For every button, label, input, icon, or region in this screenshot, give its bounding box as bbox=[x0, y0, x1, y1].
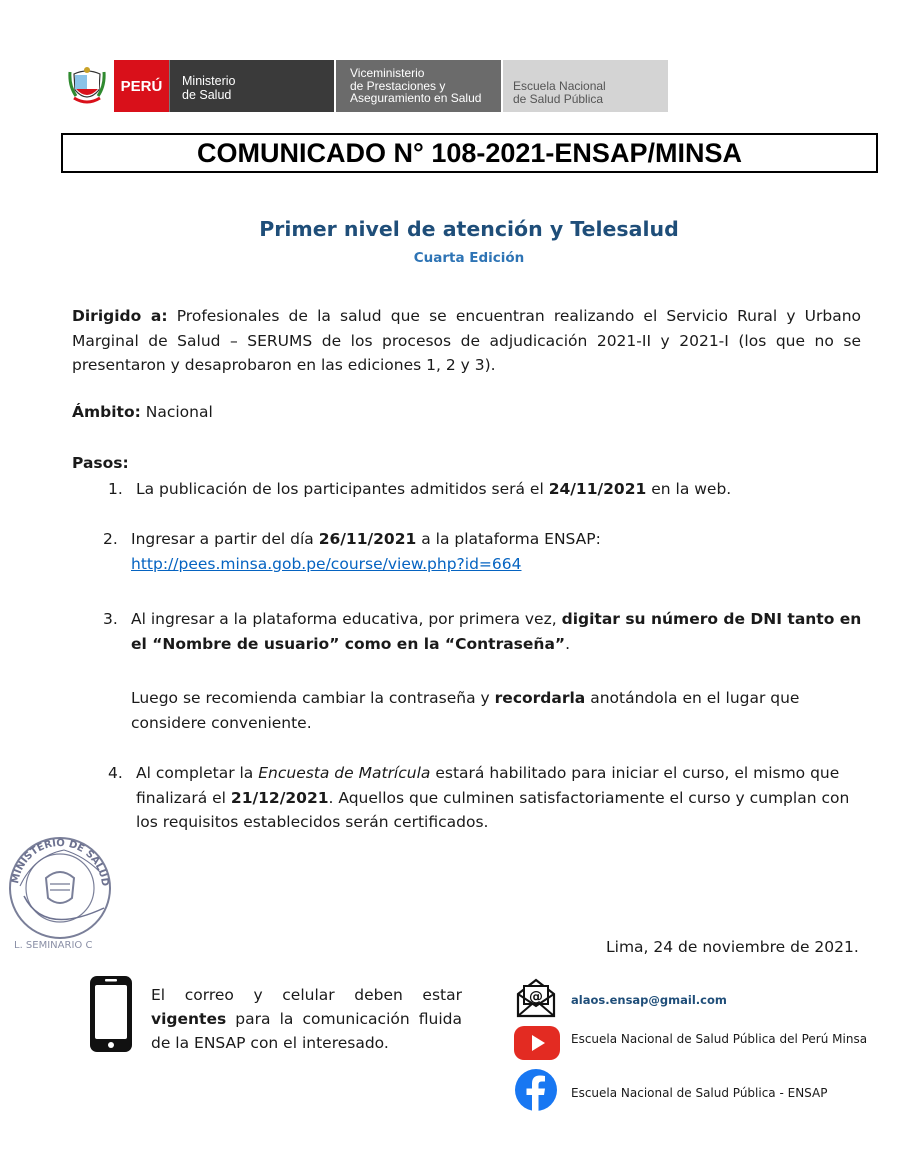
email-icon bbox=[514, 976, 558, 1020]
step-2-date: 26/11/2021 bbox=[318, 530, 417, 548]
page-title: COMUNICADO N° 108-2021-ENSAP/MINSA bbox=[197, 137, 742, 168]
step-2-post: a la plataforma ENSAP: bbox=[416, 530, 601, 548]
step-3-pre: Al ingresar a la plataforma educativa, por primera vez, bbox=[131, 610, 562, 628]
pasos-heading bbox=[72, 451, 861, 476]
date-line: Lima, 24 de noviembre de 2021. bbox=[606, 938, 859, 956]
step-4-pre: Al completar la bbox=[136, 764, 259, 782]
peru-label: PERÚ bbox=[114, 60, 169, 112]
facebook-page-label: Escuela Nacional de Salud Pública - ENSAP bbox=[571, 1086, 828, 1100]
step-1-post: en la web. bbox=[646, 480, 732, 498]
ministerio-line-1: Ministerio bbox=[182, 74, 236, 88]
vice-line-2: de Prestaciones y bbox=[350, 78, 446, 93]
step-1-text bbox=[136, 477, 866, 502]
step-4-number: 4. bbox=[108, 764, 123, 782]
step-3-extra-post: anotándola en el lugar que considere conveniente. bbox=[131, 689, 800, 732]
step-3-extra-pre: Luego se recomienda cambiar la contraseña y bbox=[131, 689, 495, 707]
step-4-mid: estará habilitado para iniciar el curso, el mismo que finalizará el bbox=[136, 764, 840, 807]
escuela-label bbox=[503, 60, 668, 112]
step-4-text bbox=[136, 761, 871, 835]
step-1-pre: La publicación de los participantes admitidos será el bbox=[136, 480, 549, 498]
contact-note-post: para la comunicación fluida de la ENSAP con el interesado. bbox=[151, 1010, 462, 1052]
step-3-extra-bold: recordarla bbox=[494, 689, 586, 707]
step-1-number: 1. bbox=[108, 480, 123, 498]
dirigido-text: Profesionales de la salud que se encuentran realizando el Servicio Rural y Urbano Marginal de Salud – SERUMS de los procesos de adjudicación 2021-II y 2021-I (los que no se presentaron y desaprobaron en las ediciones 1, 2 y 3). bbox=[72, 307, 862, 374]
vice-line-1: Viceministerio bbox=[350, 66, 425, 80]
facebook-icon[interactable] bbox=[514, 1068, 558, 1112]
step-2-text bbox=[131, 527, 861, 576]
escuela-line-2: de Salud Pública bbox=[513, 92, 604, 106]
step-3-text bbox=[131, 607, 866, 656]
step-3-post: . bbox=[565, 634, 571, 653]
pasos-label: Pasos: bbox=[72, 454, 129, 472]
peru-coat-of-arms-icon bbox=[68, 60, 114, 112]
step-3-extra bbox=[131, 686, 831, 735]
contact-note bbox=[151, 983, 462, 1055]
dirigido-paragraph bbox=[72, 304, 861, 378]
header-logos bbox=[68, 60, 668, 112]
ambito-paragraph bbox=[72, 400, 861, 425]
step-2-pre: Ingresar a partir del día bbox=[131, 530, 319, 548]
official-stamp bbox=[4, 826, 114, 964]
ministerio-line-2: de Salud bbox=[182, 88, 232, 102]
contact-note-pre: El correo y celular deben estar bbox=[151, 986, 462, 1004]
stamp-arc-text: MINISTERIO DE SALUD bbox=[10, 837, 111, 887]
ambito-text: Nacional bbox=[140, 403, 213, 421]
escuela-line-1: Escuela Nacional bbox=[513, 79, 606, 93]
phone-icon bbox=[88, 974, 134, 1054]
svg-text:MINISTERIO DE SALUD bbox=[10, 838, 110, 887]
youtube-channel-label: Escuela Nacional de Salud Pública del Perú Minsa bbox=[571, 1032, 868, 1046]
course-title: Primer nivel de atención y Telesalud bbox=[259, 217, 679, 241]
step-3-number: 3. bbox=[103, 610, 118, 628]
course-link[interactable]: http://pees.minsa.gob.pe/course/view.php?id=664 bbox=[131, 554, 522, 573]
viceministerio-label bbox=[336, 60, 501, 112]
email-address: alaos.ensap@gmail.com bbox=[571, 993, 727, 1007]
stamp-bottom-text: L. SEMINARIO C bbox=[14, 940, 93, 951]
edition-label: Cuarta Edición bbox=[413, 250, 525, 266]
step-4-date: 21/12/2021 bbox=[230, 788, 329, 807]
step-4-post: . Aquellos que culminen satisfactoriamente el curso y cumplan con los requisitos establecidos serán certificados. bbox=[136, 788, 850, 831]
vice-line-3: Aseguramiento en Salud bbox=[350, 91, 482, 105]
step-2-number: 2. bbox=[103, 530, 118, 548]
title-box bbox=[61, 133, 878, 173]
step-3-bold: digitar su número de DNI tanto en el “Nombre de usuario” como en la “Contraseña” bbox=[131, 610, 862, 653]
ministerio-label bbox=[169, 60, 334, 112]
dirigido-label: Dirigido a: bbox=[72, 307, 168, 325]
ambito-label: Ámbito: bbox=[72, 403, 141, 421]
step-1-date: 24/11/2021 bbox=[548, 480, 647, 498]
step-4-italic: Encuesta de Matrícula bbox=[258, 764, 431, 782]
youtube-icon[interactable] bbox=[514, 1024, 558, 1062]
svg-text:@: @ bbox=[529, 989, 543, 1005]
contact-note-bold: vigentes bbox=[151, 1010, 227, 1028]
